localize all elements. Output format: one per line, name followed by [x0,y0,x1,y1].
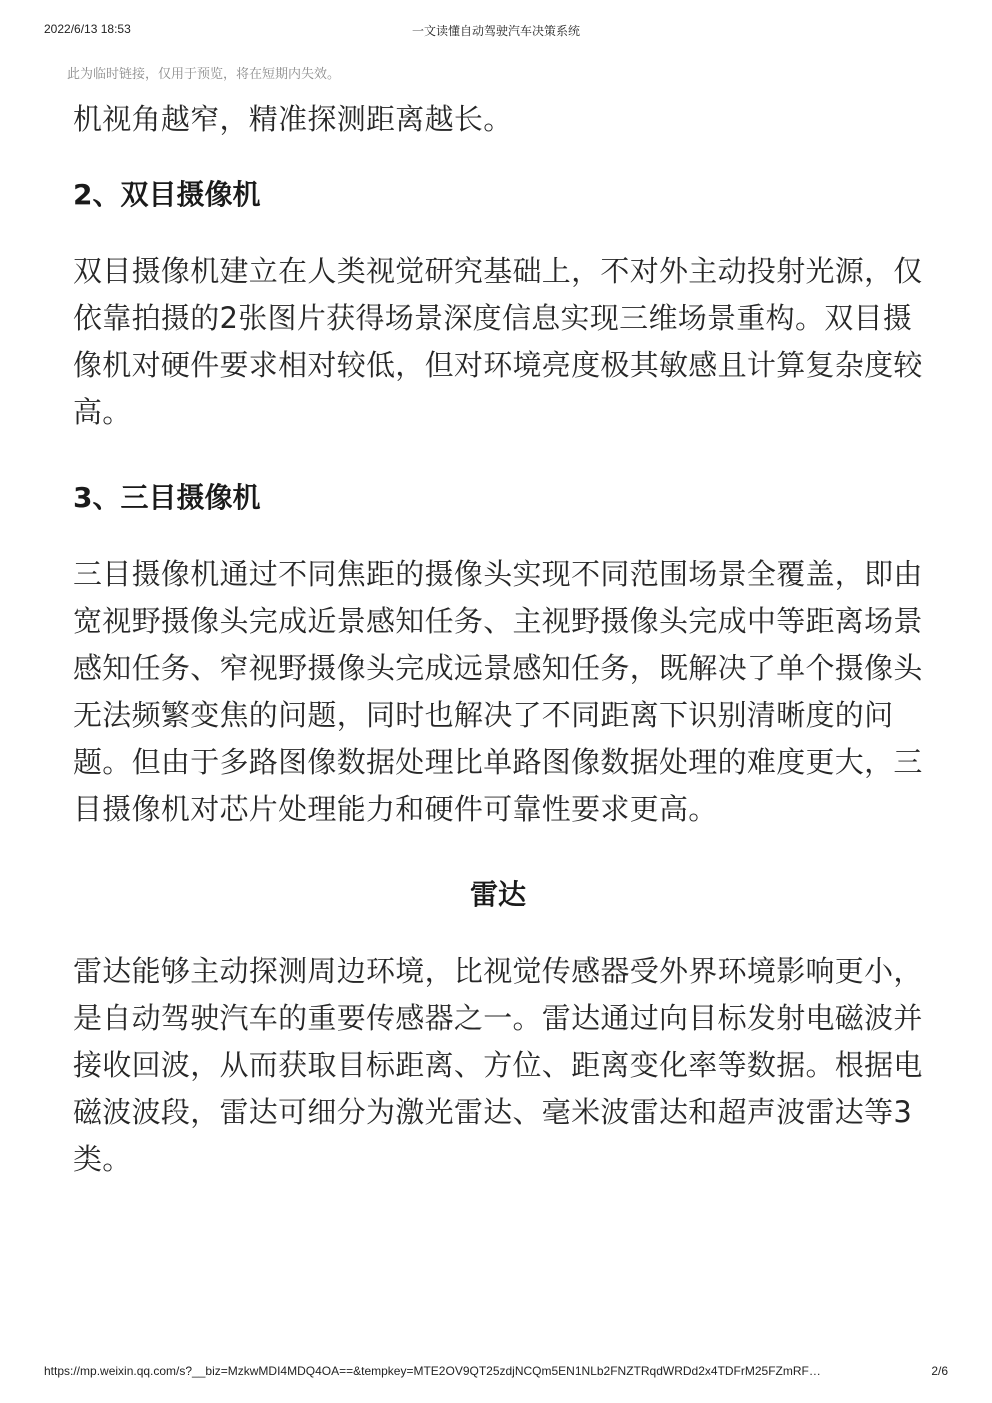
radar-heading: 雷达 [469,878,526,911]
temporary-link-notice: 此为临时链接，仅用于预览，将在短期内失效。 [67,67,341,82]
source-url: https://mp.weixin.qq.com/s?__biz=MzkwMDI4MDQ4OA==&tempkey=MTE2OV9QT25zdjNCQm5EN1NLb2FNZTRqdWRDd2x4TDFrM25FZmRF… [44,1364,821,1378]
trinocular-camera-paragraph: 三目摄像机通过不同焦距的摄像头实现不同范围场景全覆盖，即由宽视野摄像头完成近景感知任务、主视野摄像头完成中等距离场景感知任务、窄视野摄像头完成远景感知任务，既解决了单个摄像头无法频繁变焦的问题，同时也解决了不同距离下识别清晰度的问题。但由于多路图像数据处理比单路图像数据处理的难度更大，三目摄像机对芯片处理能力和硬件可靠性要求更高。 [73,557,923,826]
page-indicator: 2/6 [931,1364,948,1378]
trinocular-camera-heading: 3、三目摄像机 [73,481,261,514]
print-datetime: 2022/6/13 18:53 [44,22,131,36]
radar-paragraph: 雷达能够主动探测周边环境，比视觉传感器受外界环境影响更小，是自动驾驶汽车的重要传感器之一。雷达通过向目标发射电磁波并接收回波，从而获取目标距离、方位、距离变化率等数据。根据电磁波波段，雷达可细分为激光雷达、毫米波雷达和超声波雷达等3类。 [73,954,923,1176]
print-header [44,22,948,42]
lead-fragment-paragraph: 机视角越窄，精准探测距离越长。 [73,102,513,136]
article-body [73,96,923,1183]
binocular-camera-heading: 2、双目摄像机 [73,178,261,211]
binocular-camera-paragraph: 双目摄像机建立在人类视觉研究基础上，不对外主动投射光源，仅依靠拍摄的2张图片获得场景深度信息实现三维场景重构。双目摄像机对硬件要求相对较低，但对环境亮度极其敏感且计算复杂度较高。 [73,254,923,429]
print-footer [44,1364,948,1382]
print-page-title: 一文读懂自动驾驶汽车决策系统 [411,24,580,38]
